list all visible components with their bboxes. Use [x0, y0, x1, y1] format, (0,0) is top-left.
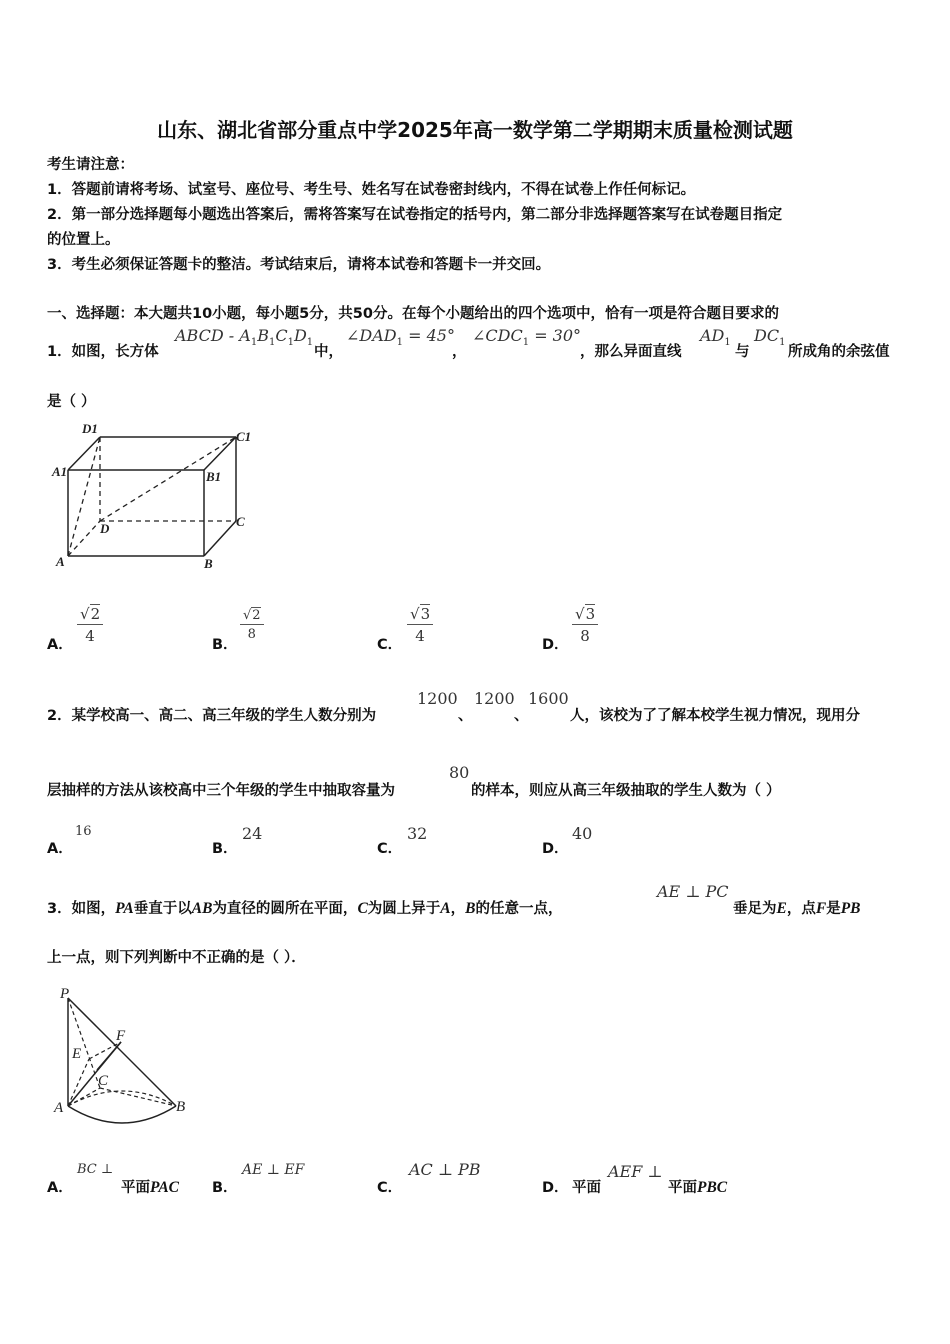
q3-perp: AE ⊥ PC — [657, 882, 729, 901]
q3-text: 上一点，则下列判断中不正确的是（ ）． — [47, 950, 306, 966]
q1-text: ， — [452, 344, 467, 360]
q2-text: 人，该校为了了解本校学生视力情况，现用分 — [570, 708, 860, 724]
q1-angle-2: $\angle CDC_1 = 30^\circ$ — [472, 326, 582, 348]
vertex-label: B — [176, 1099, 186, 1115]
vertex-label: E — [72, 1046, 82, 1062]
notice-item: 1．答题前请将考场、试室号、座位号、考生号、姓名写在试卷密封线内，不得在试卷上作任何标记。 — [47, 182, 696, 198]
q1-line-2: $DC_1$ — [754, 326, 786, 348]
q2-text: 的样本，则应从高三年级抽取的学生人数为（ ） — [471, 783, 781, 799]
q2-sep: 、 — [514, 708, 529, 724]
q1-line-1: $AD_1$ — [700, 326, 731, 348]
q2-option-c[interactable]: C． 32 — [377, 824, 428, 857]
q1-text: 1．如图，长方体 — [47, 344, 159, 360]
q2-number: 1200 — [474, 689, 515, 708]
q1-text: 所成角的余弦值 — [788, 344, 890, 360]
q2-option-d[interactable]: D． 40 — [542, 824, 593, 857]
q2-number: 1200 — [417, 689, 458, 708]
q3-option-b[interactable]: B． AE ⊥ EF — [212, 1162, 305, 1196]
vertex-label: A — [54, 1100, 64, 1116]
vertex-label: F — [116, 1028, 126, 1044]
q3-option-a[interactable]: A． BC ⊥ 平面PAC — [47, 1162, 179, 1196]
q2-text: 层抽样的方法从该校高中三个年级的学生中抽取容量为 — [47, 783, 395, 799]
q3-line-1b: 垂足为E，点F是PB — [733, 900, 861, 917]
q1-text: 中， — [314, 344, 343, 360]
vertex-label: A1 — [52, 464, 68, 479]
vertex-label: C — [98, 1073, 109, 1089]
q1-text: 与 — [735, 344, 750, 360]
q1-cuboid-figure — [48, 418, 258, 576]
notice-item: 的位置上。 — [47, 232, 120, 248]
q1-angle-1: $\angle DAD_1 = 45^\circ$ — [346, 326, 455, 348]
vertex-label: C — [236, 514, 245, 529]
vertex-label: A — [56, 554, 65, 569]
q2-option-b[interactable]: B． 24 — [212, 824, 263, 857]
q1-solid-name: ABCD - $A_1B_1C_1D_1$ — [175, 326, 314, 348]
q3-option-c[interactable]: C． AC ⊥ PB — [377, 1160, 481, 1196]
q2-text: 2．某学校高一、高二、高三年级的学生人数分别为 — [47, 708, 377, 724]
q1-text: 是（ ） — [47, 394, 96, 410]
vertex-label: D1 — [82, 421, 98, 436]
vertex-label: B1 — [206, 469, 222, 484]
q1-text: ，那么异面直线 — [580, 344, 682, 360]
vertex-label: P — [60, 986, 70, 1002]
q3-cone-figure — [52, 980, 212, 1128]
notice-item: 2．第一部分选择题每小题选出答案后，需将答案写在试卷指定的括号内，第二部分非选择题答案写在试卷题目指定 — [47, 207, 783, 223]
q2-number: 1600 — [528, 689, 569, 708]
q2-number: 80 — [449, 763, 470, 782]
vertex-label: B — [204, 556, 213, 571]
vertex-label: C1 — [236, 429, 252, 444]
section-heading: 一、选择题：本大题共10小题，每小题5分，共50分。在每个小题给出的四个选项中，恰有一项是符合题目要求的 — [47, 306, 779, 322]
notice-heading: 考生请注意： — [47, 157, 134, 173]
notice-item: 3．考生必须保证答题卡的整洁。考试结束后，请将本试卷和答题卡一并交回。 — [47, 257, 551, 273]
q3-option-d[interactable]: D． 平面 AEF ⊥ 平面PBC — [542, 1162, 728, 1196]
vertex-label: D — [100, 521, 110, 536]
q2-option-a[interactable]: A． 16 — [47, 824, 92, 857]
q2-sep: 、 — [458, 708, 473, 724]
q3-line-1: 3．如图，PA垂直于以AB为直径的圆所在平面，C为圆上异于A，B的任意一点， — [47, 900, 563, 917]
page-title: 山东、湖北省部分重点中学2025年高一数学第二学期期末质量检测试题 — [157, 118, 793, 142]
